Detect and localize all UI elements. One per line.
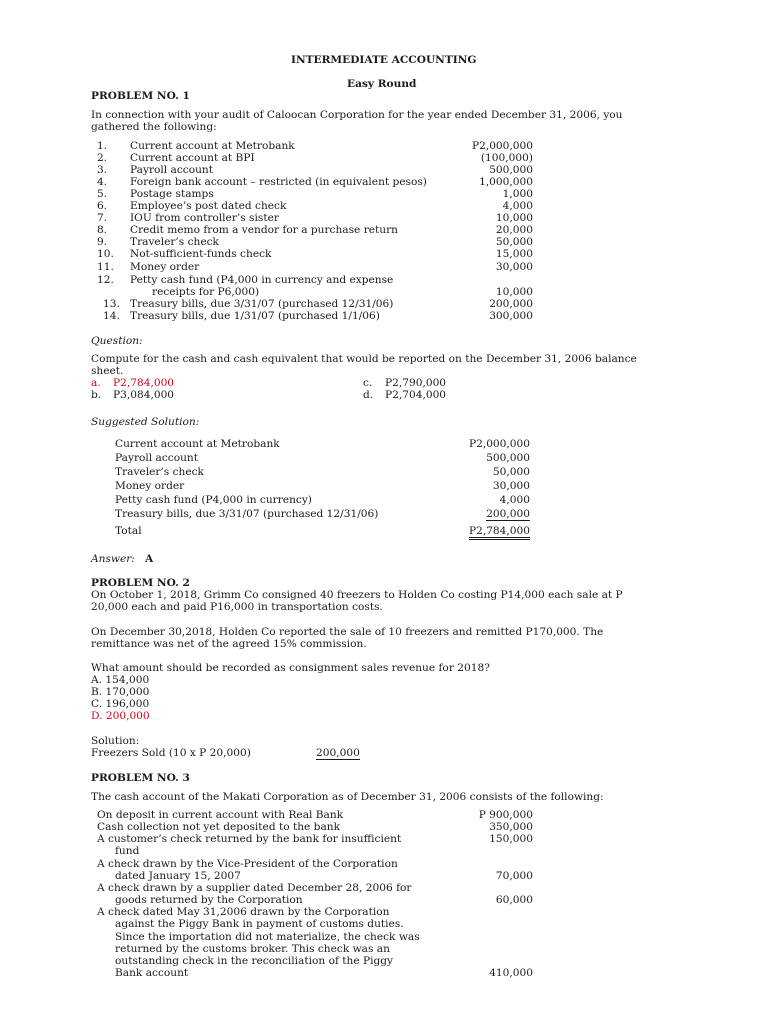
item-amount: 10,000 (495, 286, 533, 298)
item-label: Money order (130, 261, 200, 273)
question-text: Compute for the cash and cash equivalent that would be reported on the December 31, 2006 balance (91, 353, 637, 365)
problem2-paragraph: 20,000 each and paid P16,000 in transportation costs. (91, 601, 383, 613)
problem1-intro: gathered the following: (91, 121, 217, 133)
problem3-item: A check drawn by the Vice-President of the Corporation (97, 858, 398, 870)
problem3-amount: P 900,000 (478, 809, 533, 821)
item-amount: 500,000 (489, 164, 533, 176)
solution-row-amount: 30,000 (492, 480, 530, 492)
item-number: 14. (103, 310, 120, 322)
item-label: Foreign bank account – restricted (in equivalent pesos) (130, 176, 427, 188)
problem3-item: A check drawn by a supplier dated December 28, 2006 for (97, 882, 412, 894)
choice-text: P2,784,000 (113, 377, 175, 389)
item-number: 13. (103, 298, 120, 310)
item-label: Treasury bills, due 3/31/07 (purchased 12/31/06) (130, 298, 394, 310)
item-amount: (100,000) (480, 152, 533, 164)
choice-text: C. 196,000 (91, 698, 150, 710)
item-number: 2. (97, 152, 108, 164)
question-label: Question: (91, 335, 143, 347)
item-number: 4. (97, 176, 108, 188)
solution-row-label: Traveler’s check (115, 466, 204, 478)
problem2-solution-amount-wrap (316, 747, 360, 759)
choice-letter: b. (91, 389, 102, 401)
item-number: 3. (97, 164, 108, 176)
item-amount: 200,000 (489, 298, 533, 310)
item-number: 11. (97, 261, 114, 273)
problem2-paragraph: On December 30,2018, Holden Co reported the sale of 10 freezers and remitted P170,000. The (91, 626, 604, 638)
item-amount: 20,000 (495, 224, 533, 236)
solution-row-label: Current account at Metrobank (115, 438, 280, 450)
solution-row-label: Treasury bills, due 3/31/07 (purchased 12/31/06) (115, 508, 379, 520)
item-amount: 300,000 (489, 310, 533, 322)
solution-subtotal-amount: 200,000 (486, 508, 530, 520)
item-amount: 30,000 (495, 261, 533, 273)
problem3-item: returned by the customs broker. This check was an (115, 943, 390, 955)
solution-row-label: Payroll account (115, 452, 199, 464)
item-number: 6. (97, 200, 108, 212)
item-label: receipts for P6,000) (152, 286, 260, 298)
item-label: Traveler’s check (130, 236, 219, 248)
problem2-paragraph: On October 1, 2018, Grimm Co consigned 40 freezers to Holden Co costing P14,000 each sale at P (91, 589, 623, 601)
problem1-heading: PROBLEM NO. 1 (91, 90, 190, 102)
problem1-intro: In connection with your audit of Caloocan Corporation for the year ended December 31, 2006, you (91, 109, 623, 121)
problem3-item: against the Piggy Bank in payment of customs duties. (115, 918, 404, 930)
item-amount: 1,000 (502, 188, 533, 200)
item-number: 12. (97, 274, 114, 286)
solution-row-amount: P2,000,000 (468, 438, 530, 450)
problem2-question: What amount should be recorded as consignment sales revenue for 2018? (91, 662, 490, 674)
problem3-amount: 350,000 (489, 821, 533, 833)
item-label: Petty cash fund (P4,000 in currency and expense (130, 274, 394, 286)
problem3-intro: The cash account of the Makati Corporation as of December 31, 2006 consists of the following: (91, 791, 604, 803)
problem2-heading: PROBLEM NO. 2 (91, 577, 190, 589)
choice-letter: a. (91, 377, 101, 389)
item-amount: 4,000 (502, 200, 533, 212)
item-number: 7. (97, 212, 108, 224)
problem3-amount: 410,000 (489, 967, 533, 979)
problem3-item: Cash collection not yet deposited to the bank (97, 821, 341, 833)
item-amount: 50,000 (495, 236, 533, 248)
item-label: Not-sufficient-funds check (130, 248, 272, 260)
item-amount: 10,000 (495, 212, 533, 224)
item-number: 8. (97, 224, 108, 236)
problem3-item: Since the importation did not materialize, the check was (115, 931, 420, 943)
item-label: Current account at BPI (130, 152, 255, 164)
item-label: Employee’s post dated check (130, 200, 287, 212)
problem3-item: On deposit in current account with Real Bank (97, 809, 344, 821)
solution-total-amount (464, 525, 530, 537)
item-number: 1. (97, 140, 108, 152)
item-label: Payroll account (130, 164, 214, 176)
item-label: Credit memo from a vendor for a purchase return (130, 224, 398, 236)
solution-row-amount (464, 508, 530, 520)
answer-label: Answer: (91, 553, 135, 565)
choice-letter: c. (363, 377, 373, 389)
problem3-amount: 150,000 (489, 833, 533, 845)
problem2-solution-amount: 200,000 (316, 747, 360, 759)
item-amount: 15,000 (495, 248, 533, 260)
item-number: 9. (97, 236, 108, 248)
problem3-item: outstanding check in the reconciliation of the Piggy (115, 955, 394, 967)
answer-value: A (145, 553, 154, 565)
problem3-heading: PROBLEM NO. 3 (91, 772, 190, 784)
choice-letter: d. (363, 389, 374, 401)
problem2-paragraph: remittance was net of the agreed 15% commission. (91, 638, 367, 650)
solution-row-label: Petty cash fund (P4,000 in currency) (115, 494, 312, 506)
choice-text: P2,704,000 (385, 389, 447, 401)
problem3-item: dated January 15, 2007 (115, 870, 241, 882)
item-label: Current account at Metrobank (130, 140, 295, 152)
problem2-solution-line: Freezers Sold (10 x P 20,000) (91, 747, 251, 759)
item-amount: 1,000,000 (479, 176, 533, 188)
problem3-item: A check dated May 31,2006 drawn by the Corporation (97, 906, 390, 918)
choice-text: P3,084,000 (113, 389, 175, 401)
problem3-amount: 70,000 (495, 870, 533, 882)
choice-text: A. 154,000 (91, 674, 150, 686)
document-subtitle: Easy Round (347, 78, 417, 90)
item-label: Treasury bills, due 1/31/07 (purchased 1/1/06) (130, 310, 380, 322)
solution-total-label: Total (115, 525, 142, 537)
problem3-item: fund (115, 845, 140, 857)
item-label: IOU from controller’s sister (130, 212, 279, 224)
choice-text: P2,790,000 (385, 377, 447, 389)
choice-text: D. 200,000 (91, 710, 150, 722)
choice-text: B. 170,000 (91, 686, 150, 698)
problem3-item: goods returned by the Corporation (115, 894, 303, 906)
solution-row-amount: 500,000 (486, 452, 530, 464)
item-number: 10. (97, 248, 114, 260)
item-number: 5. (97, 188, 108, 200)
solution-row-label: Money order (115, 480, 185, 492)
item-label: Postage stamps (130, 188, 214, 200)
question-text: sheet. (91, 365, 124, 377)
solution-total-value: P2,784,000 (469, 525, 530, 540)
document-title: INTERMEDIATE ACCOUNTING (291, 54, 477, 66)
solution-row-amount: 4,000 (499, 494, 530, 506)
problem3-item: A customer’s check returned by the bank for insufficient (97, 833, 402, 845)
solution-row-amount: 50,000 (492, 466, 530, 478)
problem3-amount: 60,000 (495, 894, 533, 906)
item-amount: P2,000,000 (471, 140, 533, 152)
problem3-item: Bank account (115, 967, 189, 979)
solution-label: Suggested Solution: (91, 416, 200, 428)
problem2-solution-label: Solution: (91, 735, 140, 747)
